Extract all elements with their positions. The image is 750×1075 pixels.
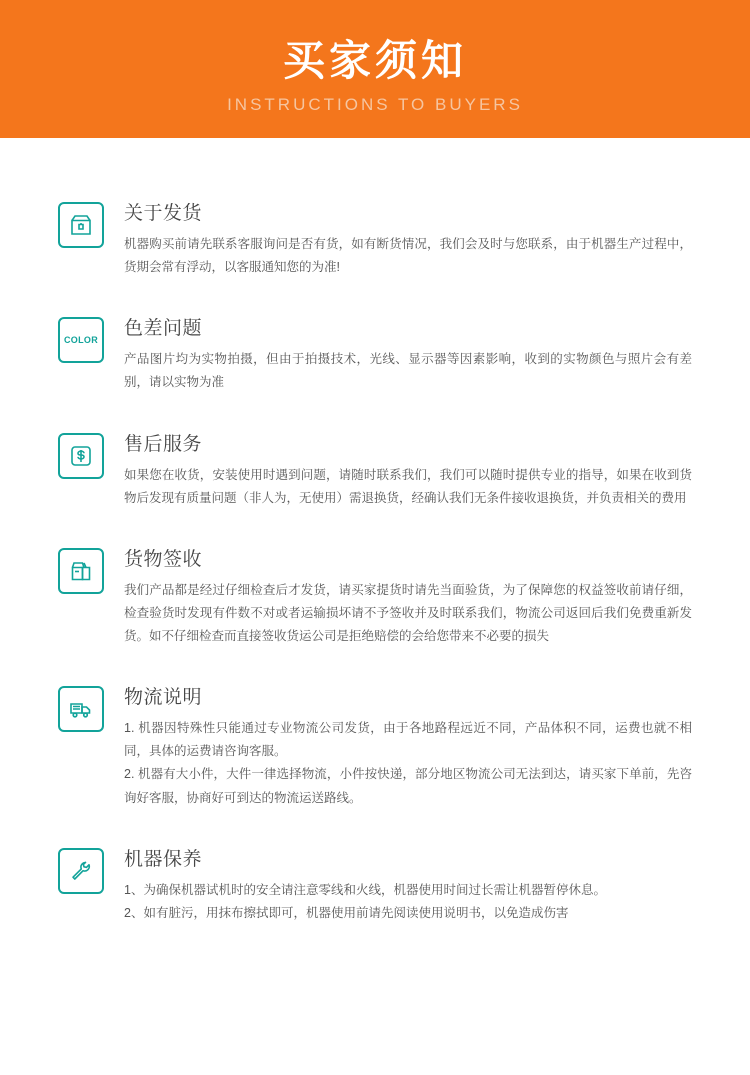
section-list — [124, 717, 692, 810]
section-shipping — [58, 198, 692, 279]
section-body — [124, 544, 692, 648]
section-title: 机器保养 — [124, 848, 203, 870]
section-body — [124, 429, 692, 510]
page-header — [0, 0, 750, 138]
list-item: 2. 机器有大小件，大件一律选择物流，小件按快递，部分地区物流公司无法到达，请买家下单前，先咨询好客服，协商好可到达的物流运送路线。 — [124, 767, 692, 805]
section-title: 货物签收 — [124, 548, 203, 570]
section-body — [124, 198, 692, 279]
list-item: 1. 机器因特殊性只能通过专业物流公司发货，由于各地路程远近不同，产品体积不同，运费也就不相同，具体的运费请咨询客服。 — [124, 721, 692, 759]
dollar-coin-icon — [58, 433, 104, 479]
color-label: COLOR — [64, 335, 98, 346]
list-item: 1、为确保机器试机时的安全请注意零线和火线，机器使用时间过长需让机器暂停休息。 — [124, 882, 606, 897]
section-title: 关于发货 — [124, 203, 203, 224]
section-text: 如果您在收货，安装使用时遇到问题，请随时联系我们，我们可以随时提供专业的指导，如果在收到货物后发现有质量问题（非人为，无使用）需退换货，经确认我们无条件接收退换货，并负责相关的费用 — [124, 467, 692, 505]
section-after-sales — [58, 429, 692, 510]
page-subtitle: INSTRUCTIONS TO BUYERS — [227, 95, 523, 115]
wrench-icon — [58, 848, 104, 894]
section-body — [124, 844, 692, 925]
section-list — [124, 879, 692, 925]
page-title: 买家须知 — [282, 36, 467, 84]
section-title: 物流说明 — [124, 687, 203, 709]
section-color-difference — [58, 313, 692, 394]
section-body — [124, 313, 692, 394]
list-item: 2、如有脏污，用抹布擦拭即可，机器使用前请先阅读使用说明书，以免造成伤害 — [124, 905, 569, 920]
sections-container — [0, 138, 750, 999]
color-swatch-icon — [58, 317, 104, 363]
delivery-truck-icon — [58, 686, 104, 732]
open-carton-icon — [58, 548, 104, 594]
section-body — [124, 682, 692, 810]
section-maintenance — [58, 844, 692, 925]
section-goods-receipt — [58, 544, 692, 648]
section-title: 色差问题 — [124, 318, 203, 340]
section-text: 我们产品都是经过仔细检查后才发货，请买家提货时请先当面验货，为了保障您的权益签收前请仔细，检查验货时发现有件数不对或者运输损坏请不予签收并及时联系我们，物流公司返回后我们免费重新发货。如不仔细检查而直接签收货运公司是拒绝赔偿的会给您带来不必要的损失 — [124, 582, 692, 643]
section-text: 机器购买前请先联系客服询问是否有货，如有断货情况，我们会及时与您联系，由于机器生产过程中，货期会常有浮动，以客服通知您的为准! — [124, 237, 692, 275]
package-box-icon — [58, 202, 104, 248]
section-text: 产品图片均为实物拍摄，但由于拍摄技术，光线、显示器等因素影响，收到的实物颜色与照片会有差别，请以实物为准 — [124, 352, 692, 390]
section-logistics — [58, 682, 692, 810]
section-title: 售后服务 — [124, 433, 203, 455]
